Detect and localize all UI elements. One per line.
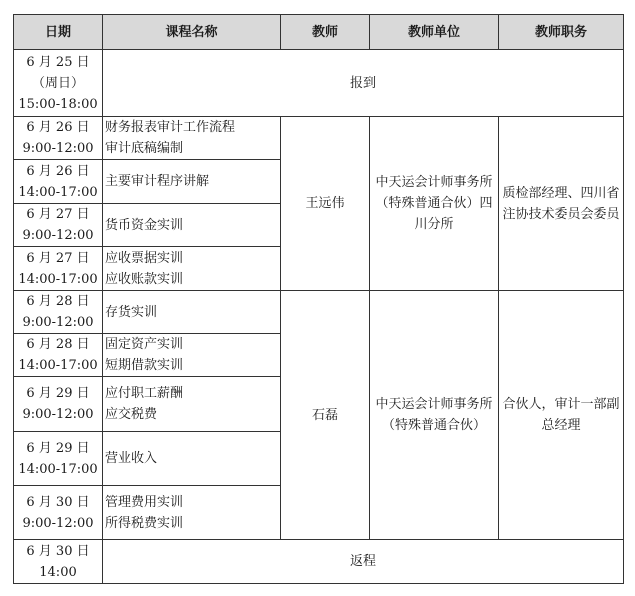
date-cell: 6 月 28 日 14:00-17:00	[14, 334, 103, 377]
date-cell: 6 月 26 日 9:00-12:00	[14, 117, 103, 160]
course-cell: 财务报表审计工作流程 审计底稿编制	[103, 117, 281, 160]
unit-cell: 中天运会计师事务所（特殊普通合伙）四川分所	[370, 117, 499, 291]
header-teacher: 教师	[281, 15, 370, 50]
schedule-table	[13, 14, 624, 584]
table-row	[14, 117, 624, 160]
date-cell: 6 月 27 日 14:00-17:00	[14, 247, 103, 291]
position-cell: 合伙人，审计一部副总经理	[499, 291, 624, 540]
date-cell: 6 月 29 日 9:00-12:00	[14, 377, 103, 432]
date-cell: 6 月 25 日 （周日） 15:00-18:00	[14, 50, 103, 117]
unit-cell: 中天运会计师事务所（特殊普通合伙）	[370, 291, 499, 540]
header-course: 课程名称	[103, 15, 281, 50]
header-unit: 教师单位	[370, 15, 499, 50]
course-cell: 固定资产实训 短期借款实训	[103, 334, 281, 377]
date-cell: 6 月 29 日 14:00-17:00	[14, 432, 103, 486]
course-cell: 主要审计程序讲解	[103, 160, 281, 204]
header-date: 日期	[14, 15, 103, 50]
teacher-cell: 石磊	[281, 291, 370, 540]
header-position: 教师职务	[499, 15, 624, 50]
date-cell: 6 月 27 日 9:00-12:00	[14, 204, 103, 247]
date-cell: 6 月 26 日 14:00-17:00	[14, 160, 103, 204]
table-row	[14, 540, 624, 584]
position-cell: 质检部经理、四川省注协技术委员会委员	[499, 117, 624, 291]
table-row	[14, 291, 624, 334]
course-cell: 应收票据实训 应收账款实训	[103, 247, 281, 291]
table-row	[14, 50, 624, 117]
course-cell: 营业收入	[103, 432, 281, 486]
course-cell: 应付职工薪酬 应交税费	[103, 377, 281, 432]
course-cell: 货币资金实训	[103, 204, 281, 247]
event-cell: 报到	[103, 50, 624, 117]
course-cell: 存货实训	[103, 291, 281, 334]
date-cell: 6 月 30 日 14:00	[14, 540, 103, 584]
event-cell: 返程	[103, 540, 624, 584]
date-cell: 6 月 30 日 9:00-12:00	[14, 486, 103, 540]
date-cell: 6 月 28 日 9:00-12:00	[14, 291, 103, 334]
course-cell: 管理费用实训 所得税费实训	[103, 486, 281, 540]
header-row	[14, 15, 624, 50]
teacher-cell: 王远伟	[281, 117, 370, 291]
